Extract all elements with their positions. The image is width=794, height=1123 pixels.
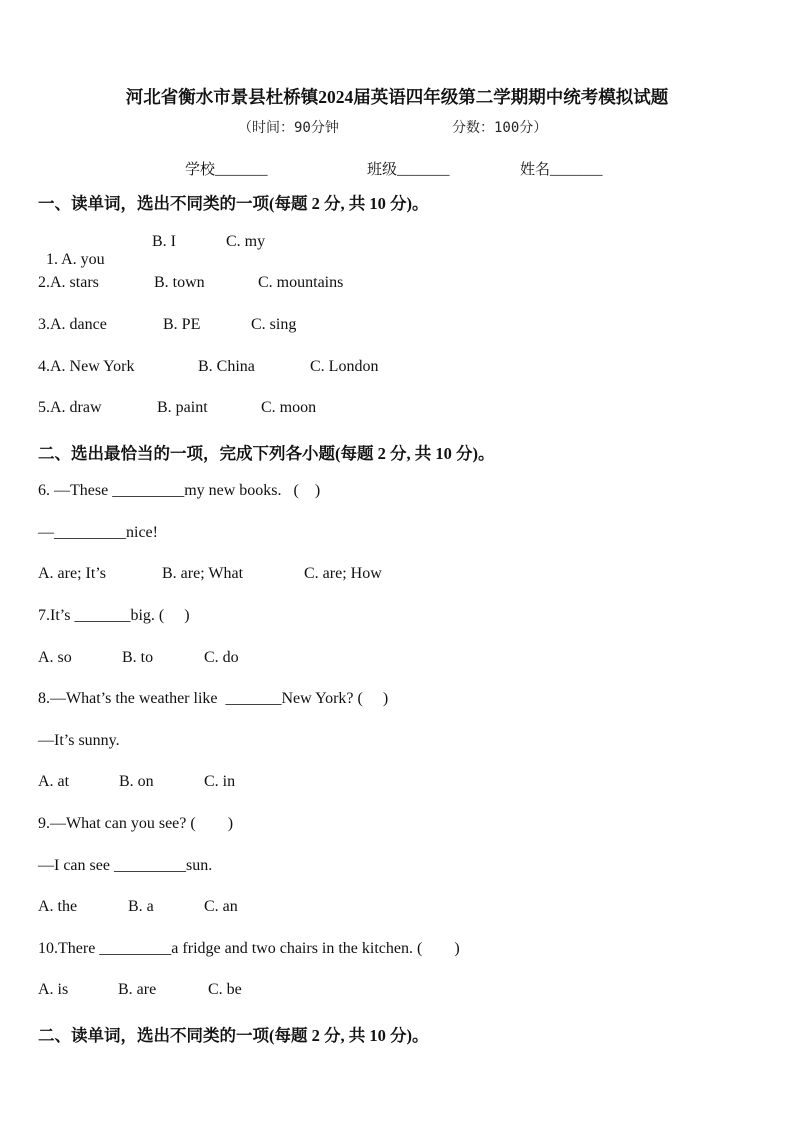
option-b: B. to [122,649,154,666]
question-3: 3.A. dance [38,316,107,333]
option-b: B. a [128,898,154,915]
school-field: 学校_______ [185,162,268,178]
option-c: C. my [226,233,266,250]
option-b: B. are [118,981,157,998]
option-c: C. sing [251,316,297,333]
question-8-reply: —It’s sunny. [38,732,120,749]
option-b: B. town [154,274,205,291]
class-field: 班级_______ [367,162,450,178]
section-heading-2: 二、选出最恰当的一项，完成下列各小题(每题 2 分, 共 10 分)。 [38,444,495,463]
question-6-reply: —_________nice! [38,524,158,541]
question-10-stem: 10.There _________a fridge and two chairs in the kitchen. ( ) [38,940,460,957]
question-1 [38,233,105,269]
name-field: 姓名_______ [520,162,603,178]
option-a: A. the [38,898,78,915]
option-c: C. do [204,649,239,666]
option-c: C. are; How [304,565,382,582]
option-a: A. are; It’s [38,565,106,582]
option-c: C. in [204,773,236,790]
option-c: C. be [208,981,242,998]
option-a: A. so [38,649,72,666]
question-8-stem: 8.—What’s the weather like _______New York? ( ) [38,690,389,707]
section-heading-1: 一、读单词，选出不同类的一项(每题 2 分, 共 10 分)。 [38,194,429,213]
exam-time: （时间：90分钟 [238,120,339,136]
option-c: C. moon [261,399,317,416]
question-6-stem: 6. —These _________my new books. ( ) [38,482,321,499]
exam-score: 分数：100分） [452,120,548,136]
option-c: C. London [310,358,379,375]
option-b: B. I [152,233,176,250]
page-title: 河北省衡水市景县杜桥镇2024届英语四年级第二学期期中统考模拟试题 [125,87,669,107]
question-9-reply: —I can see _________sun. [38,857,213,874]
option-b: B. on [119,773,154,790]
question-7-stem: 7.It’s _______big. ( ) [38,607,190,624]
option-b: B. paint [157,399,208,416]
question-2: 2.A. stars [38,274,99,291]
question-5: 5.A. draw [38,399,102,416]
section-heading-3: 二、读单词，选出不同类的一项(每题 2 分, 共 10 分)。 [38,1026,429,1045]
option-c: C. an [204,898,238,915]
question-9-stem: 9.—What can you see? ( ) [38,815,234,832]
option-a: A. at [38,773,70,790]
option-c: C. mountains [258,274,344,291]
option-b: B. China [198,358,255,375]
option-b: B. PE [163,316,201,333]
option-a: 1. A. you [46,251,105,268]
question-4: 4.A. New York [38,358,135,375]
option-a: A. is [38,981,69,998]
option-b: B. are; What [162,565,244,582]
